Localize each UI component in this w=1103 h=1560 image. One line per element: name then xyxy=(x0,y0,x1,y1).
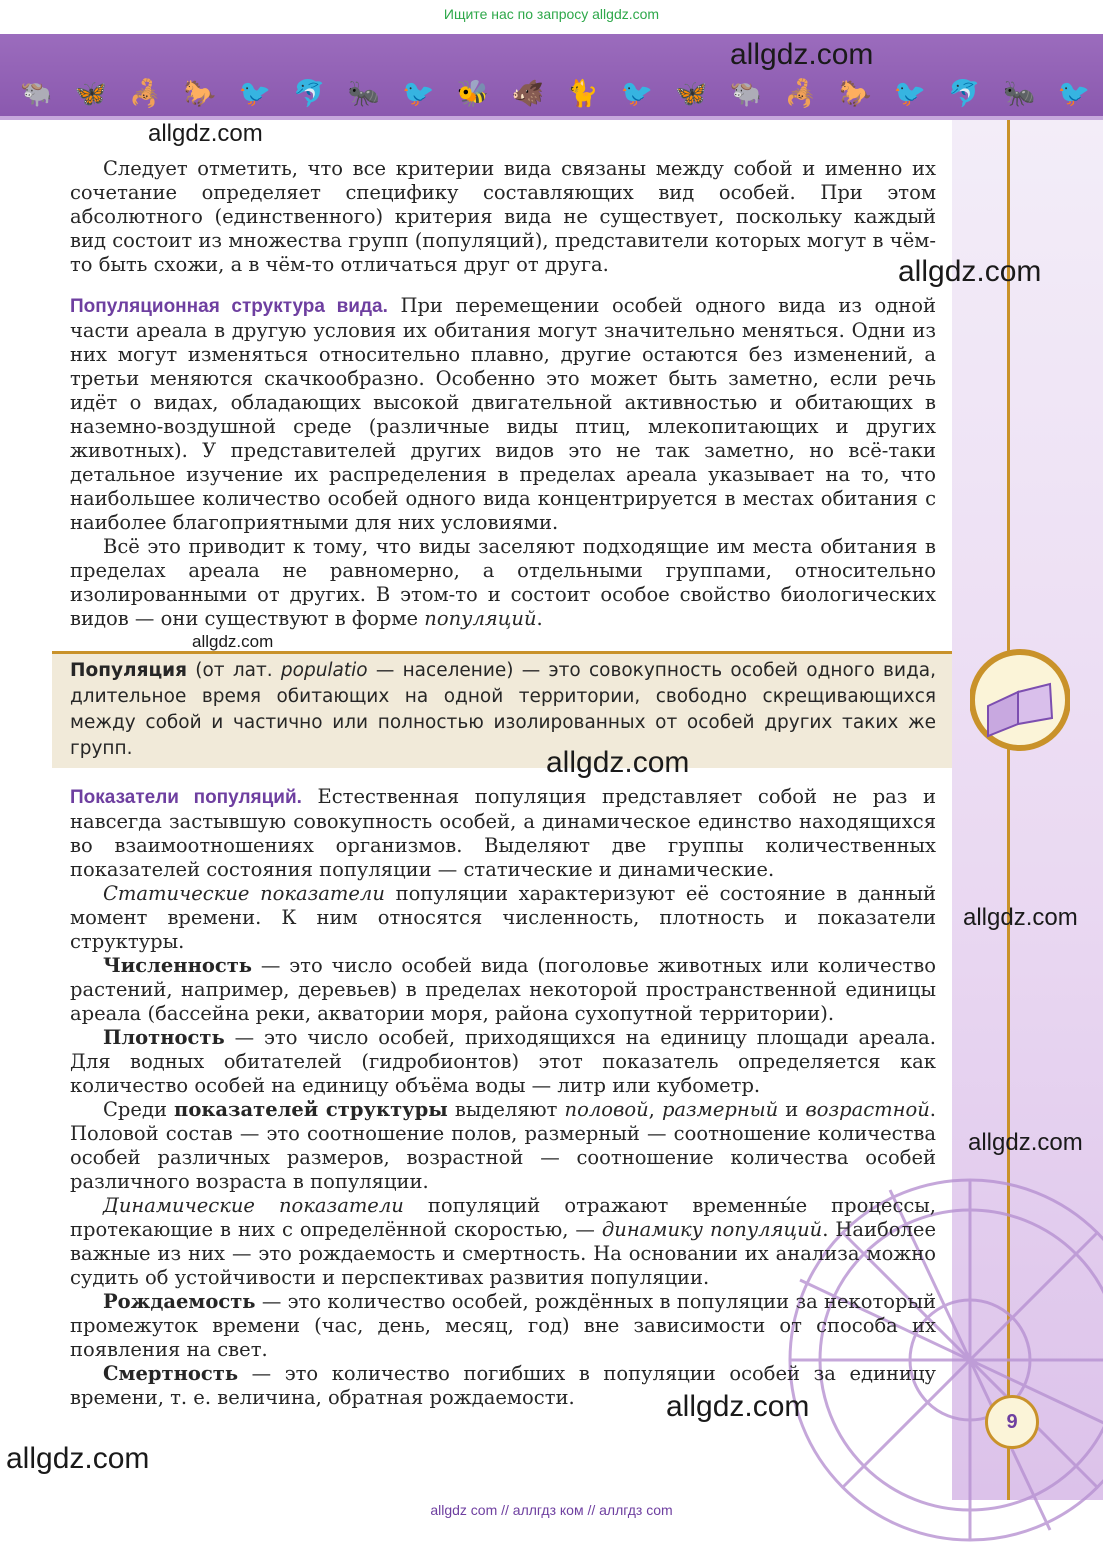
watermark: allgdz.com xyxy=(546,746,690,779)
paragraph-text: Среди xyxy=(103,1098,175,1121)
watermark: allgdz.com xyxy=(963,904,1078,931)
term-death-rate: Смертность xyxy=(103,1362,239,1385)
emphasis-text: популяций xyxy=(424,607,537,630)
watermark: allgdz.com xyxy=(192,632,274,651)
top-note: Ищите нас по запросу allgdz.com xyxy=(443,6,660,22)
bird-icon: 🐦 xyxy=(402,79,435,109)
scorpion-icon: 🦂 xyxy=(784,79,817,109)
section-population-indicators xyxy=(70,785,936,1410)
paragraph-text: . Наиболее важные из них — это рождаемость и смертность. На основании их анализа можно судить об устойчивости и перспективах развития популяции. xyxy=(70,1218,936,1289)
paragraph-text: выделяют xyxy=(447,1098,565,1121)
paragraph-text: Следует отметить, что все критерии вида связаны между собой и именно их сочетание определяет специфику составляющих вид особей. При этом абсолютного (единственного) критерия вида не существует, поскольку каждый вид состоит из множества групп (популяций), представители которых могут в чём-то быть схожи, а в чём-то отличаться друг от друга. xyxy=(70,157,936,276)
watermark: allgdz.com xyxy=(666,1390,810,1423)
animal-icons-strip xyxy=(20,74,1090,114)
watermark: allgdz.com xyxy=(148,120,263,147)
section-title: Показатели популяций. xyxy=(70,787,302,808)
paragraph-text: . Половой состав — это соотношение полов, размерный — соотношение количества особей различных размеров, возрастной — соотношение количества особей различного возраста в популяции. xyxy=(70,1098,936,1193)
section-population-structure xyxy=(70,294,936,631)
insect-icon: 🐜 xyxy=(347,79,381,109)
watermark: allgdz.com xyxy=(6,1442,150,1475)
bird-icon: 🐦 xyxy=(238,79,271,109)
insect-icon: 🐜 xyxy=(1002,79,1036,109)
latin-word: populatio xyxy=(280,660,368,681)
paragraph-text: — это количество особей, рождённых в популяции за некоторый промежуток времени (час, день, месяц, год) вне зависимости от способа их появления на свет. xyxy=(70,1290,936,1361)
bee-icon: 🐝 xyxy=(456,79,490,109)
definition-text-part: (от лат. xyxy=(187,660,281,681)
paragraph-text: популяции характеризуют её состояние в данный момент времени. К ним относятся численность, плотность и показатели структуры. xyxy=(70,882,936,953)
scorpion-icon: 🦂 xyxy=(129,79,162,109)
butterfly-icon: 🦋 xyxy=(74,79,107,109)
paragraph-text: Естественная популяция представляет собой не раз и навсегда застывшую совокупность особей, а динамическое единство находящихся во взаимоотношениях организмов. Выделяют две группы количественных показателей состояния популяции — статические и динамические. xyxy=(70,785,936,881)
paragraph-text: — это число особей, приходящихся на единицу площади ареала. Для водных обитателей (гидробионтов) этот показатель определяется как количество особей на единицу объёма воды — литр или кубометр. xyxy=(70,1026,936,1097)
term-density: Плотность xyxy=(103,1026,225,1049)
bird-icon: 🐦 xyxy=(620,79,654,109)
punctuation: , xyxy=(648,1098,662,1121)
buffalo-icon: 🐃 xyxy=(729,79,763,109)
emphasis-text: Динамические показатели xyxy=(103,1194,404,1217)
emphasis-text: возрастной xyxy=(805,1098,930,1121)
watermark: allgdz.com xyxy=(898,255,1042,288)
paragraph-text: популяций отражают временны́е процессы, протекающие в них с определённой скоростью, — xyxy=(70,1194,937,1241)
bird-icon: 🐦 xyxy=(1057,79,1090,109)
page-number: 9 xyxy=(985,1395,1039,1449)
emphasis-text: половой xyxy=(564,1098,649,1121)
dolphin-icon: 🐬 xyxy=(293,79,326,109)
paragraph-criteria xyxy=(70,157,936,277)
emphasis-text: динамику популяций xyxy=(601,1218,823,1241)
definition-term: Популяция xyxy=(70,660,188,681)
paragraph-text: Всё это приводит к тому, что виды заселяют подходящие им места обитания в пределах ареала не равномерно, а отдельными группами, относительно изолированными от других. В этом-то и состоит особое свойство биологических видов — они существуют в форме xyxy=(70,535,936,630)
watermark: allgdz.com xyxy=(730,38,874,71)
paragraph-text: — это количество погибших в популяции особей за единицу времени, т. е. величина, обратная рождаемости. xyxy=(70,1362,936,1409)
term-birth-rate: Рождаемость xyxy=(103,1290,256,1313)
emphasis-text: Статические показатели xyxy=(103,882,385,905)
open-book-icon xyxy=(970,648,1070,758)
dolphin-icon: 🐬 xyxy=(948,79,981,109)
definition-population xyxy=(70,658,936,762)
bird-icon: 🐦 xyxy=(893,79,927,109)
emphasis-text: размерный xyxy=(661,1098,779,1121)
definition-text-part: — население) — это совокупность особей одного вида, длительное время обитающих на одной территории, свободно скрещивающихся между собой и частично или полностью изолированных от особей других таких же групп. xyxy=(70,660,936,759)
watermark: allgdz.com xyxy=(968,1129,1083,1156)
horse-icon: 🐎 xyxy=(183,79,217,109)
boar-icon: 🐗 xyxy=(511,79,544,109)
buffalo-icon: 🐃 xyxy=(20,79,53,109)
cat-icon: 🐈 xyxy=(566,79,599,109)
paragraph-text: При перемещении особей одного вида из одной части ареала в другую условия их обитания могут значительно меняться. Одни из них могут изменяться относительно плавно, другие остаются без изменений, а третьи меняются скачкообразно. Особенно это может быть заметно, если речь идёт о видах, обладающих высокой двигательной активностью и обитающих в наземно-воздушной среде (различные виды птиц, млекопитающих и других животных). У представителей других видов это не так заметно, но всё-таки детальное изучение их распределения в пределах ареала указывает на то, что наибольшее количество особей одного вида концентрируется в местах обитания с наиболее благоприятными для них условиями. xyxy=(70,294,936,534)
paragraph-text: — это число особей вида (поголовье животных или количество растений, например, деревьев) в пределах некоторой пространственной единицы ареала (бассейна реки, акватории моря, района сухопутной территории). xyxy=(70,954,936,1025)
term-numbers: Численность xyxy=(103,954,253,977)
horse-icon: 🐎 xyxy=(839,79,872,109)
paragraph-text: и xyxy=(778,1098,806,1121)
punctuation: . xyxy=(536,607,543,630)
term-structure: показателей структуры xyxy=(174,1098,448,1121)
bottom-note: allgdz com // аллгдз ком // аллгдз com xyxy=(430,1502,673,1518)
section-title: Популяционная структура вида. xyxy=(70,296,388,317)
butterfly-icon: 🦋 xyxy=(675,79,708,109)
